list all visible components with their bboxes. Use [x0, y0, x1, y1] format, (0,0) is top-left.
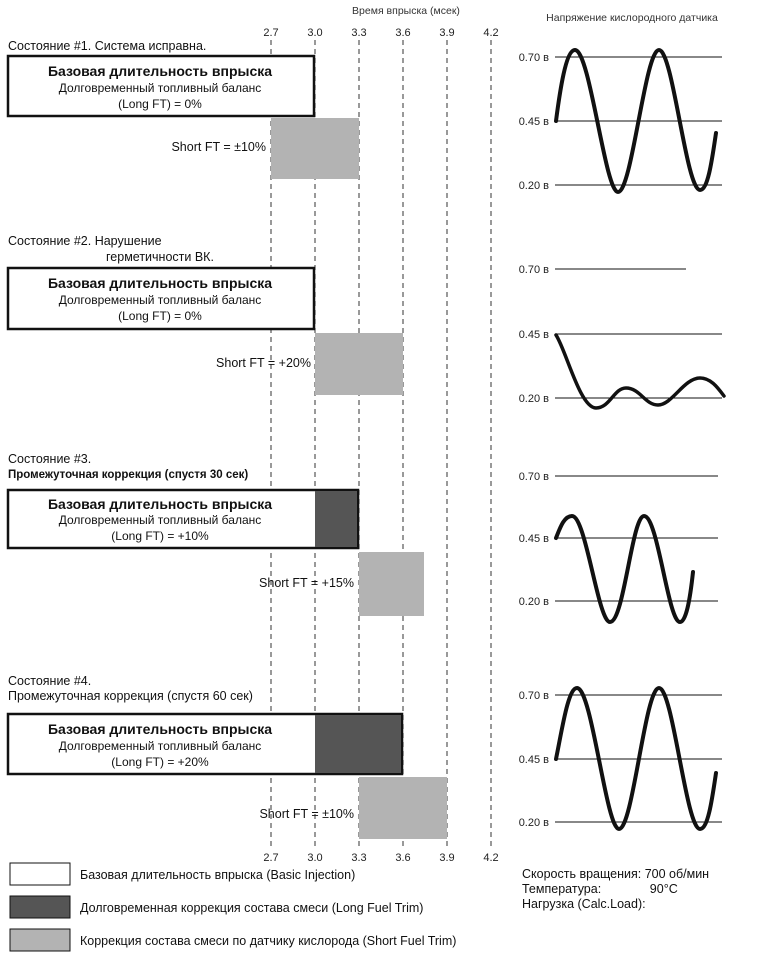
o2-waveform-2 — [556, 335, 724, 408]
state-2-title-line1: Состояние #2. Нарушение — [8, 234, 162, 248]
o2-panel-2 — [519, 264, 724, 408]
state-4-long-ft-bar — [315, 715, 401, 773]
state-1-long-ft: (Long FT) = 0% — [118, 97, 202, 111]
o2-label-020: 0.20 в — [518, 596, 549, 608]
axis-tick-bottom: 3.3 — [351, 852, 367, 864]
o2-label-045: 0.45 в — [518, 329, 549, 341]
state-3-long-ft-bar — [315, 491, 357, 547]
o2-header: Напряжение кислородного датчика — [546, 12, 718, 24]
legend-label-basic: Базовая длительность впрыска (Basic Injection) — [80, 868, 356, 882]
o2-label-070: 0.70 в — [518, 264, 549, 276]
o2-label-070: 0.70 в — [518, 690, 549, 702]
axis-tick-top: 3.6 — [395, 27, 411, 39]
state-4-title-line2: Промежуточная коррекция (спустя 60 сек) — [8, 689, 253, 703]
state-2-box-line1: Базовая длительность впрыска — [47, 275, 273, 291]
state-1-box-line1: Базовая длительность впрыска — [47, 63, 273, 79]
o2-panel-4 — [519, 688, 722, 829]
state-3-short-ft-bar — [359, 552, 424, 616]
legend-label-short-ft: Коррекция состава смеси по датчику кислорода (Short Fuel Trim) — [80, 934, 457, 948]
state-3-box-line1: Базовая длительность впрыска — [47, 496, 273, 512]
condition-load: Нагрузка (Calc.Load): — [522, 897, 646, 911]
axis-tick-bottom: 4.2 — [483, 852, 499, 864]
o2-label-070: 0.70 в — [518, 52, 549, 64]
state-3-title-line2: Промежуточная коррекция (спустя 30 сек) — [8, 469, 249, 481]
state-1-short-ft: Short FT = ±10% — [171, 140, 266, 154]
o2-label-020: 0.20 в — [518, 817, 549, 829]
axis-tick-top: 3.0 — [307, 27, 323, 39]
axis-tick-bottom: 3.6 — [395, 852, 411, 864]
state-4-box-line2: Долговременный топливный баланс — [58, 739, 262, 753]
axis-tick-top: 2.7 — [263, 27, 279, 39]
state-1-short-ft-bar — [271, 118, 359, 179]
axis-tick-bottom: 3.0 — [307, 852, 323, 864]
axis-tick-top: 3.3 — [351, 27, 367, 39]
o2-panel-1 — [519, 50, 722, 192]
state-4-title-line1: Состояние #4. — [8, 674, 92, 688]
legend-swatch-basic — [10, 863, 70, 885]
legend-label-long-ft: Долговременная коррекция состава смеси (Long Fuel Trim) — [80, 901, 424, 915]
o2-label-045: 0.45 в — [518, 533, 549, 545]
o2-label-045: 0.45 в — [518, 116, 549, 128]
o2-label-020: 0.20 в — [518, 393, 549, 405]
axis-tick-bottom: 3.9 — [439, 852, 455, 864]
condition-temperature: Температура: 90°C — [522, 882, 678, 896]
state-2-short-ft-bar — [315, 333, 403, 395]
axis-title: Время впрыска (мсек) — [352, 5, 460, 17]
state-1-title: Состояние #1. Система исправна. — [8, 39, 207, 53]
state-2-short-ft: Short FT = +20% — [216, 356, 311, 370]
state-3-box-line2: Долговременный топливный баланс — [58, 513, 262, 527]
state-2-box-line2: Долговременный топливный баланс — [58, 293, 262, 307]
state-4-box-line1: Базовая длительность впрыска — [47, 721, 273, 737]
state-3-title-line1: Состояние #3. — [8, 452, 92, 466]
state-3-long-ft: (Long FT) = +10% — [111, 529, 209, 543]
o2-label-045: 0.45 в — [518, 754, 549, 766]
state-4-short-ft-bar — [359, 777, 447, 839]
axis-tick-bottom: 2.7 — [263, 852, 279, 864]
o2-label-070: 0.70 в — [518, 471, 549, 483]
state-4-long-ft: (Long FT) = +20% — [111, 755, 209, 769]
state-2-long-ft: (Long FT) = 0% — [118, 309, 202, 323]
legend-swatch-short-ft — [10, 929, 70, 951]
state-1-box-line2: Долговременный топливный баланс — [58, 81, 262, 95]
axis-tick-top: 3.9 — [439, 27, 455, 39]
legend-swatch-long-ft — [10, 896, 70, 918]
o2-waveform-3 — [556, 516, 693, 622]
condition-rpm: Скорость вращения: 700 об/мин — [522, 867, 710, 881]
state-3-short-ft: Short FT = +15% — [259, 576, 354, 590]
state-4-short-ft: Short FT = ±10% — [259, 807, 354, 821]
axis-tick-top: 4.2 — [483, 27, 499, 39]
o2-label-020: 0.20 в — [518, 180, 549, 192]
state-2-title-line2: герметичности ВК. — [106, 250, 214, 264]
o2-panel-3 — [519, 471, 718, 622]
